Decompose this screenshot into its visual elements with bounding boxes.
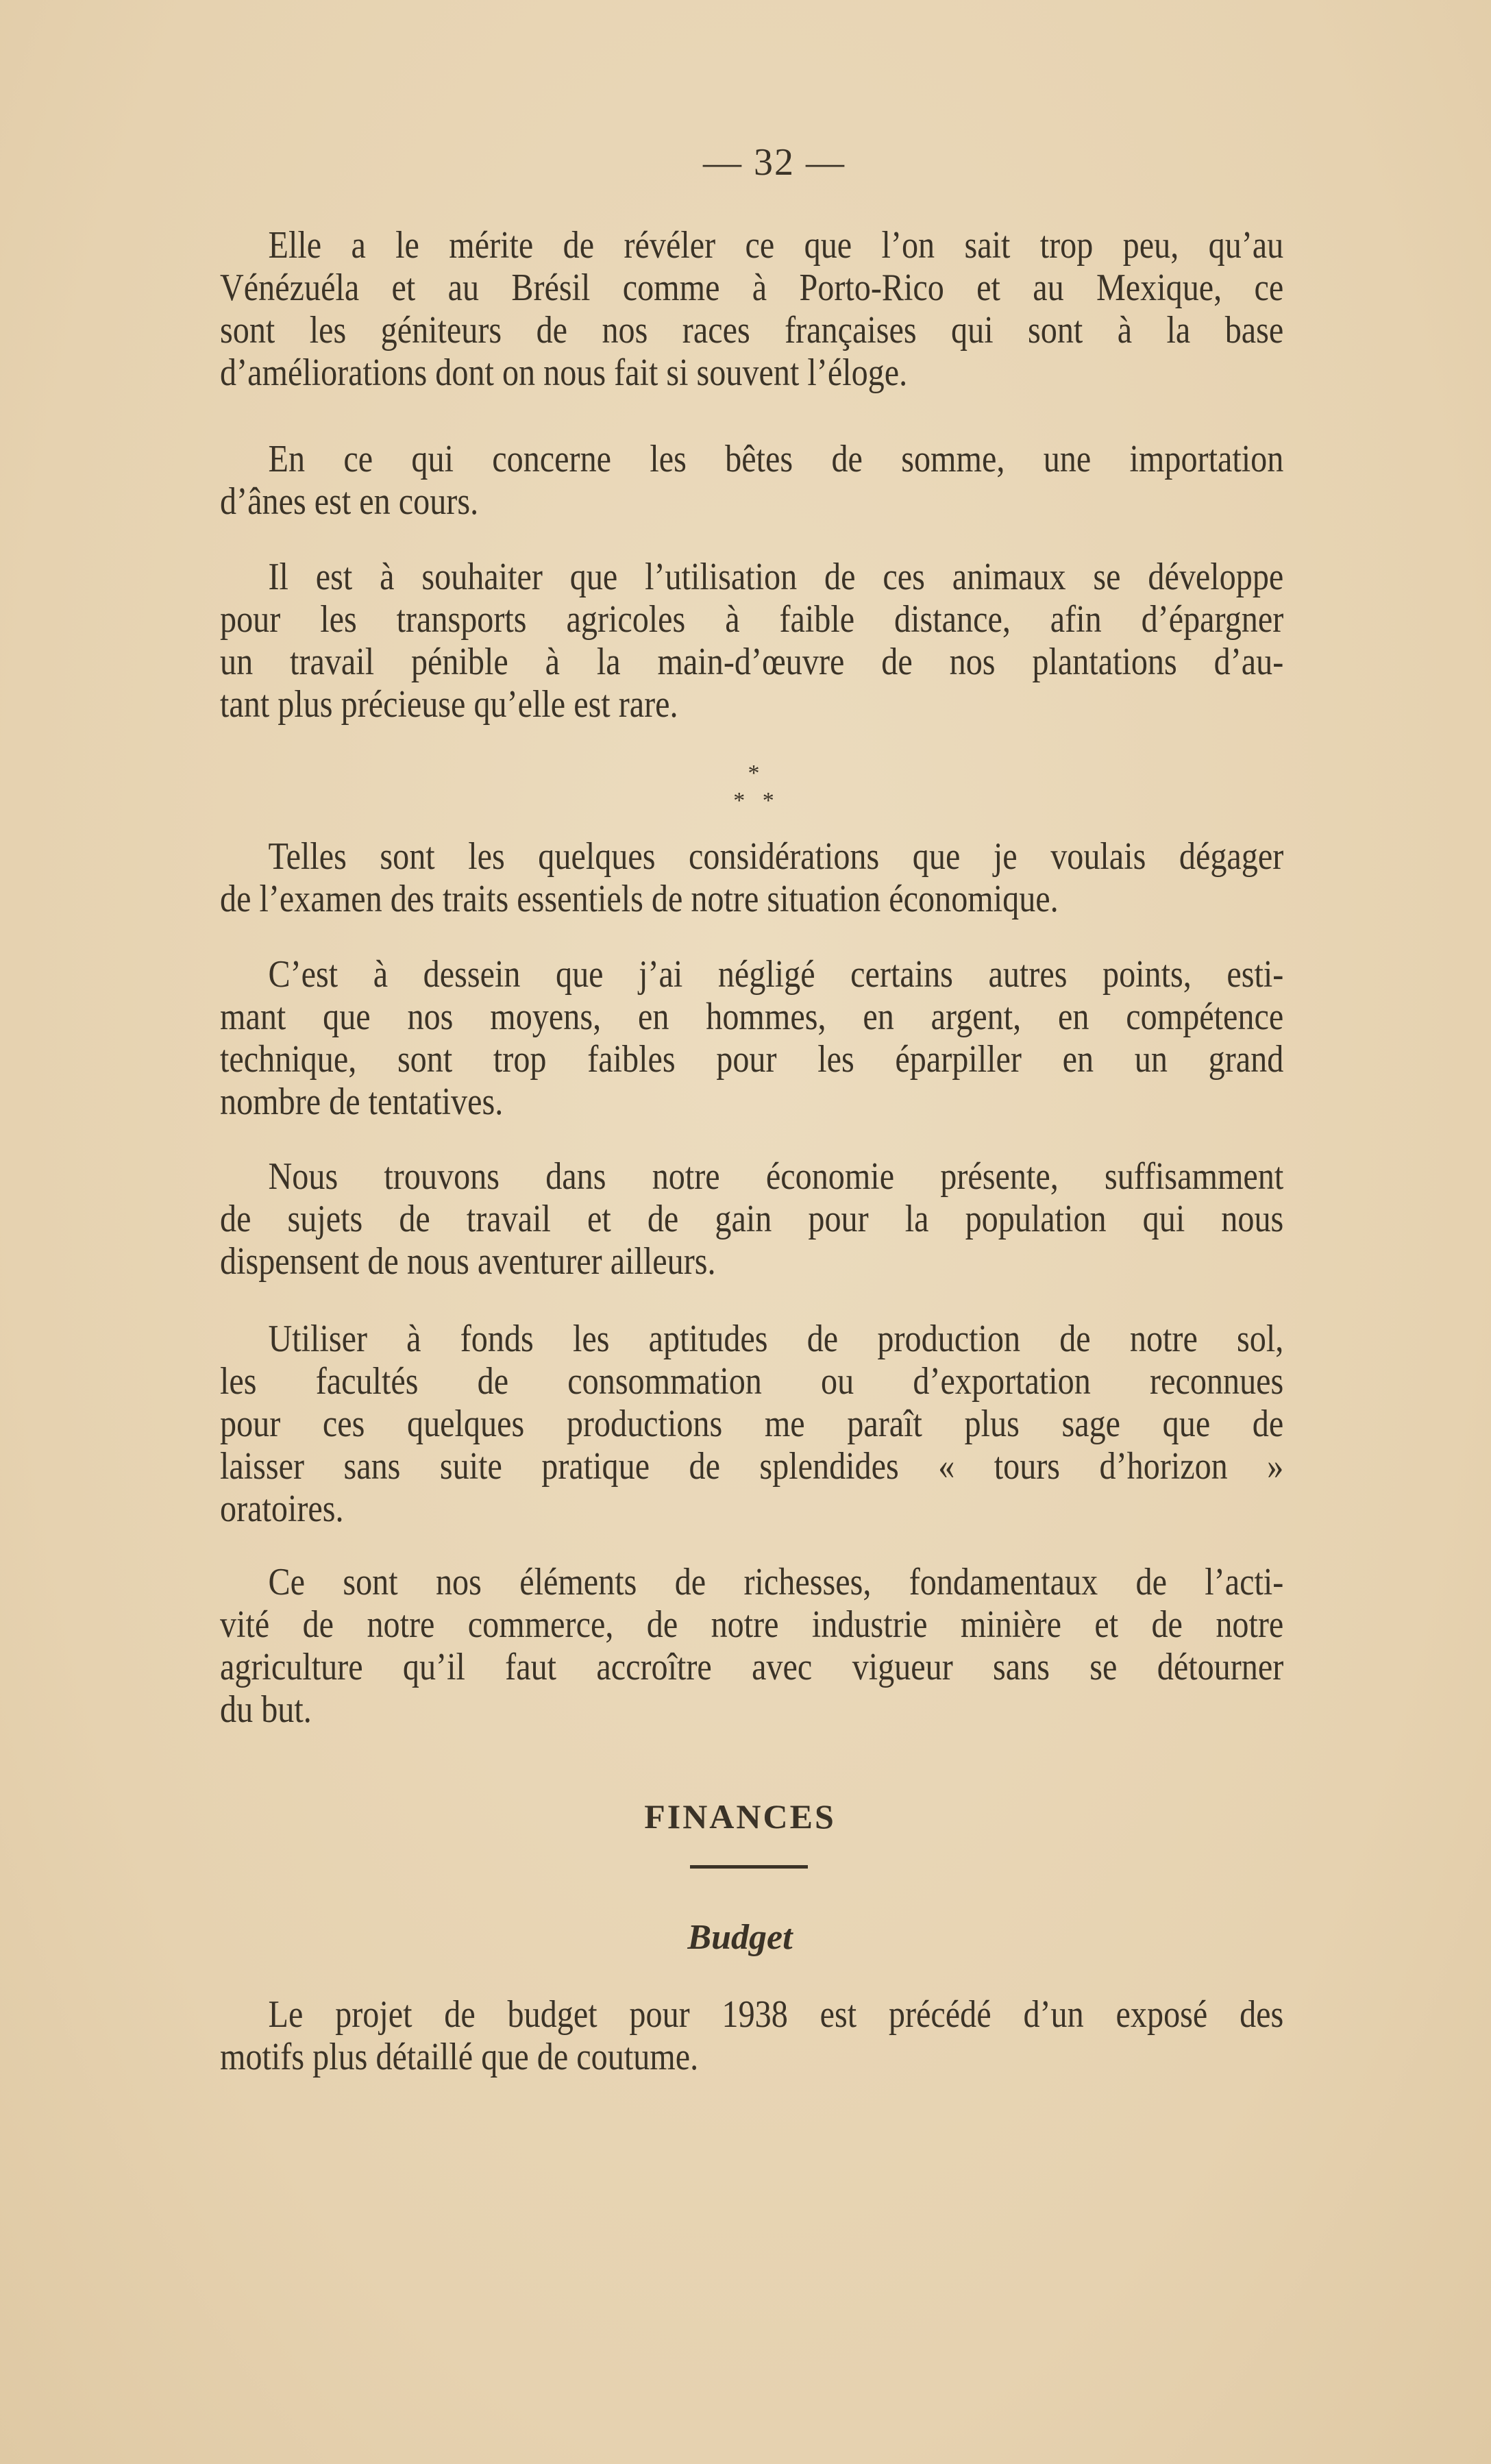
text-line: motifs plus détaillé que de coutume. xyxy=(220,2036,699,2078)
text-line: pour les transports agricoles à faible distance, afin d’épargner xyxy=(220,598,1284,641)
text-line: un travail pénible à la main-d’œuvre de nos plantations d’au- xyxy=(220,641,1284,683)
text-line: Le projet de budget pour 1938 est précédé d’un exposé des xyxy=(268,1993,1284,2036)
separator-asterism-top: * xyxy=(748,761,760,786)
paragraph xyxy=(220,224,1283,394)
paragraph xyxy=(220,1561,1283,1731)
text-line: Il est à souhaiter que l’utilisation de ces animaux se développe xyxy=(268,556,1284,598)
text-line: Elle a le mérite de révéler ce que l’on sait trop peu, qu’au xyxy=(268,224,1284,267)
paragraph xyxy=(220,1993,1283,2078)
text-line: les facultés de consommation ou d’exportation reconnues xyxy=(220,1360,1284,1403)
paragraph xyxy=(220,438,1283,523)
paragraph xyxy=(220,1318,1283,1530)
text-line: d’ânes est en cours. xyxy=(220,480,479,523)
paragraph xyxy=(220,953,1283,1123)
subsection-heading: Budget xyxy=(687,1918,793,1957)
text-line: oratoires. xyxy=(220,1488,344,1530)
paragraph xyxy=(220,556,1283,726)
text-line: Vénézuéla et au Brésil comme à Porto-Rico et au Mexique, ce xyxy=(220,267,1284,309)
text-line: de l’examen des traits essentiels de notre situation économique. xyxy=(220,878,1059,920)
text-line: du but. xyxy=(220,1688,312,1731)
text-line: agriculture qu’il faut accroître avec vigueur sans se détourner xyxy=(220,1646,1284,1688)
text-line: laisser sans suite pratique de splendides « tours d’horizon » xyxy=(220,1445,1284,1488)
text-line: pour ces quelques productions me paraît plus sage que de xyxy=(220,1403,1284,1445)
text-line: Utiliser à fonds les aptitudes de production de notre sol, xyxy=(268,1318,1284,1360)
text-line: technique, sont trop faibles pour les éparpiller en un grand xyxy=(220,1038,1284,1081)
heading-rule xyxy=(690,1865,808,1869)
text-line: mant que nos moyens, en hommes, en argent, en compétence xyxy=(220,996,1284,1038)
text-line: vité de notre commerce, de notre industrie minière et de notre xyxy=(220,1603,1284,1646)
text-line: Ce sont nos éléments de richesses, fondamentaux de l’acti- xyxy=(268,1561,1284,1603)
paragraph xyxy=(220,835,1283,920)
paragraph xyxy=(220,1155,1283,1283)
text-line: Nous trouvons dans notre économie présente, suffisamment xyxy=(268,1155,1284,1198)
text-line: En ce qui concerne les bêtes de somme, une importation xyxy=(268,438,1284,480)
page-number: — 32 — xyxy=(703,141,846,184)
text-line: dispensent de nous aventurer ailleurs. xyxy=(220,1240,716,1283)
text-line: d’améliorations dont on nous fait si souvent l’éloge. xyxy=(220,352,908,394)
text-line: nombre de tentatives. xyxy=(220,1081,504,1123)
section-heading: FINANCES xyxy=(644,1797,836,1836)
text-line: tant plus précieuse qu’elle est rare. xyxy=(220,683,678,726)
text-line: Telles sont les quelques considérations que je voulais dégager xyxy=(268,835,1284,878)
text-line: C’est à dessein que j’ai négligé certains autres points, esti- xyxy=(268,953,1284,996)
text-line: sont les géniteurs de nos races françaises qui sont à la base xyxy=(220,309,1284,352)
text-line: de sujets de travail et de gain pour la population qui nous xyxy=(220,1198,1284,1240)
separator-asterism-bottom: * * xyxy=(733,788,774,813)
